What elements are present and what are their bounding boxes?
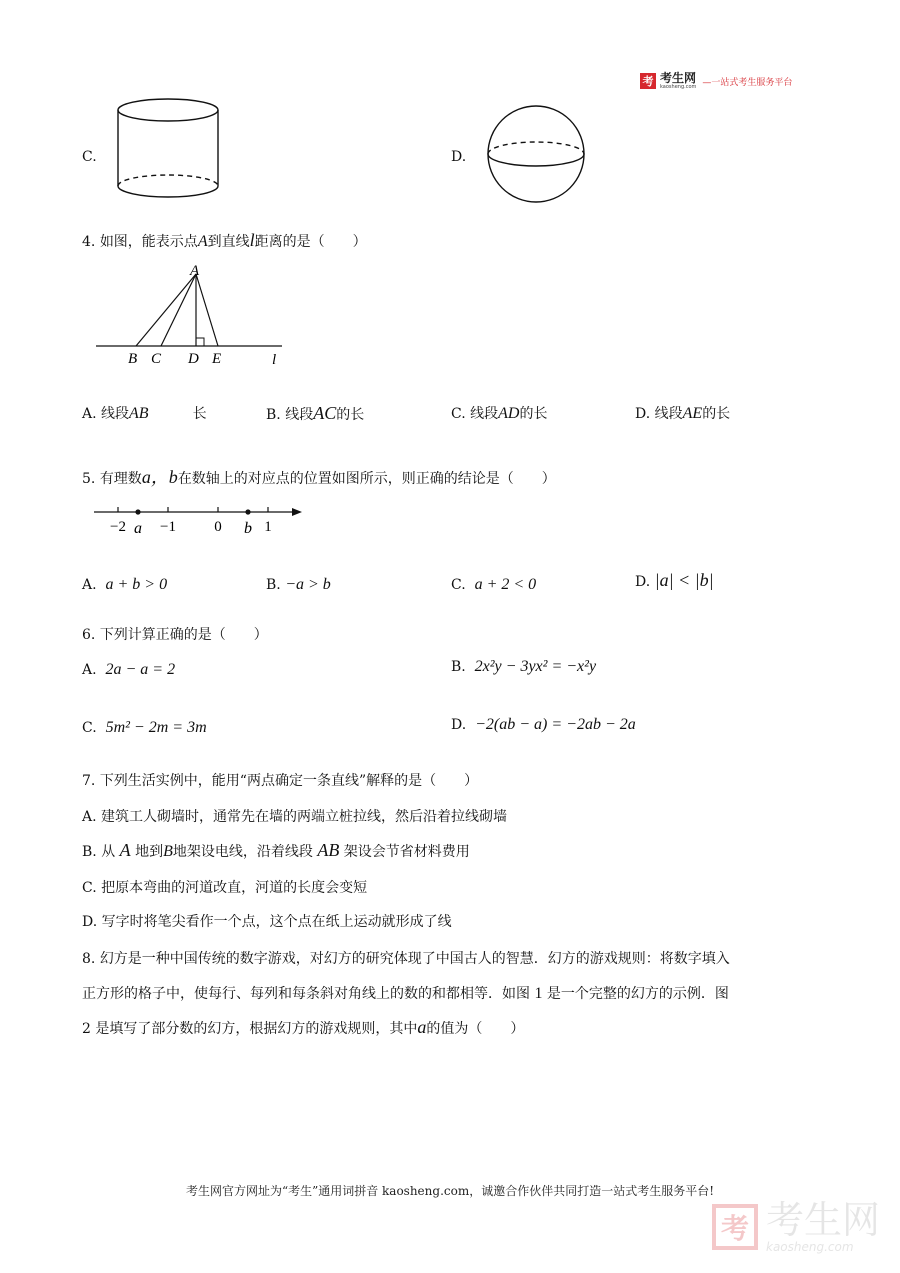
site-logo [640,72,792,90]
point-a [135,509,140,514]
q6-option-d: D. −2(ab − a) = −2ab − 2a [451,716,636,733]
sphere-figure [484,102,588,206]
figure-label-c: C [151,351,162,367]
q6-stem: 6. 下列计算正确的是（ ） [82,627,268,643]
axis-tick-label: −2 [110,519,126,535]
figure-label-e: E [212,351,222,367]
q4-option-b: B. 线段AC的长 [266,403,365,423]
q7-option-d: D. 写字时将笔尖看作一个点，这个点在纸上运动就形成了线 [82,914,452,930]
logo-name: 考生网 [660,71,697,85]
q4-option-c: C. 线段AD的长 [451,405,548,422]
q4-option-a: A. 线段AB 长 [82,405,207,422]
q6-option-b: B. 2x²y − 3yx² = −x²y [451,658,597,675]
q5-option-c: C. a + 2 < 0 [451,576,537,593]
q7-option-c: C. 把原本弯曲的河道改直，河道的长度会变短 [82,880,368,896]
logo-domain: kaosheng.com [660,84,697,90]
figure-label-d: D [188,351,199,367]
q3-option-c-label: C. [82,149,97,165]
axis-tick-label: 0 [214,519,222,535]
q8-line-3: 2 是填写了部分数的幻方，根据幻方的游戏规则，其中a的值为（ ） [82,1017,525,1037]
axis-tick-label: −1 [160,519,176,535]
logo-mark-icon: 考 [640,73,656,89]
axis-tick-label: 1 [264,519,272,535]
q4-geometry-figure [92,260,292,370]
q8-line-2: 正方形的格子中，使每行、每列和每条斜对角线上的数的和都相等．如图 1 是一个完整的幻方的示例．图 [82,985,729,1002]
logo-text [660,72,696,90]
q4-stem: 4. 如图，能表示点A到直线l距离的是（ ） [82,230,367,250]
q5-option-d: D. |a| < |b| [635,570,714,590]
cylinder-figure [112,96,224,204]
q5-stem: 5. 有理数a，b在数轴上的对应点的位置如图所示，则正确的结论是（ ） [82,467,556,487]
point-a-label: a [134,520,142,537]
q5-option-a: A. a + b > 0 [82,576,168,593]
q5-option-b: B. −a > b [266,576,331,593]
q7-option-b: B. 从 A 地到B地架设电线，沿着线段 AB 架设会节省材料费用 [82,840,470,860]
q6-option-a: A. 2a − a = 2 [82,661,176,678]
watermark-mark-icon: 考 [712,1204,758,1250]
watermark-text [766,1200,880,1254]
q3-option-d-label: D. [451,149,467,165]
figure-label-l: l [272,352,277,368]
figure-label-a: A [190,263,200,279]
number-line-figure [90,498,310,540]
logo-slogan: —一站式考生服务平台 [702,77,793,88]
q7-option-a: A. 建筑工人砌墙时，通常先在墙的两端立桩拉线，然后沿着拉线砌墙 [82,809,508,825]
q8-line-1: 8. 幻方是一种中国传统的数字游戏，对幻方的研究体现了中国古人的智慧．幻方的游戏规则：将数字填入 [82,951,730,967]
point-b [245,509,250,514]
q7-stem: 7. 下列生活实例中，能用“两点确定一条直线”解释的是（ ） [82,773,479,789]
q4-option-d: D. 线段AE的长 [635,405,731,422]
q6-option-c: C. 5m² − 2m = 3m [82,719,207,736]
point-b-label: b [244,520,252,537]
footer-text: 考生网官方网址为“考生”通用词拼音 kaosheng.com，诚邀合作伙伴共同打造一站式考生服务平台! [185,1184,715,1198]
watermark-name: 考生网 [766,1198,881,1242]
watermark-domain: kaosheng.com [766,1240,854,1254]
watermark [712,1200,880,1254]
figure-label-b: B [128,351,138,367]
